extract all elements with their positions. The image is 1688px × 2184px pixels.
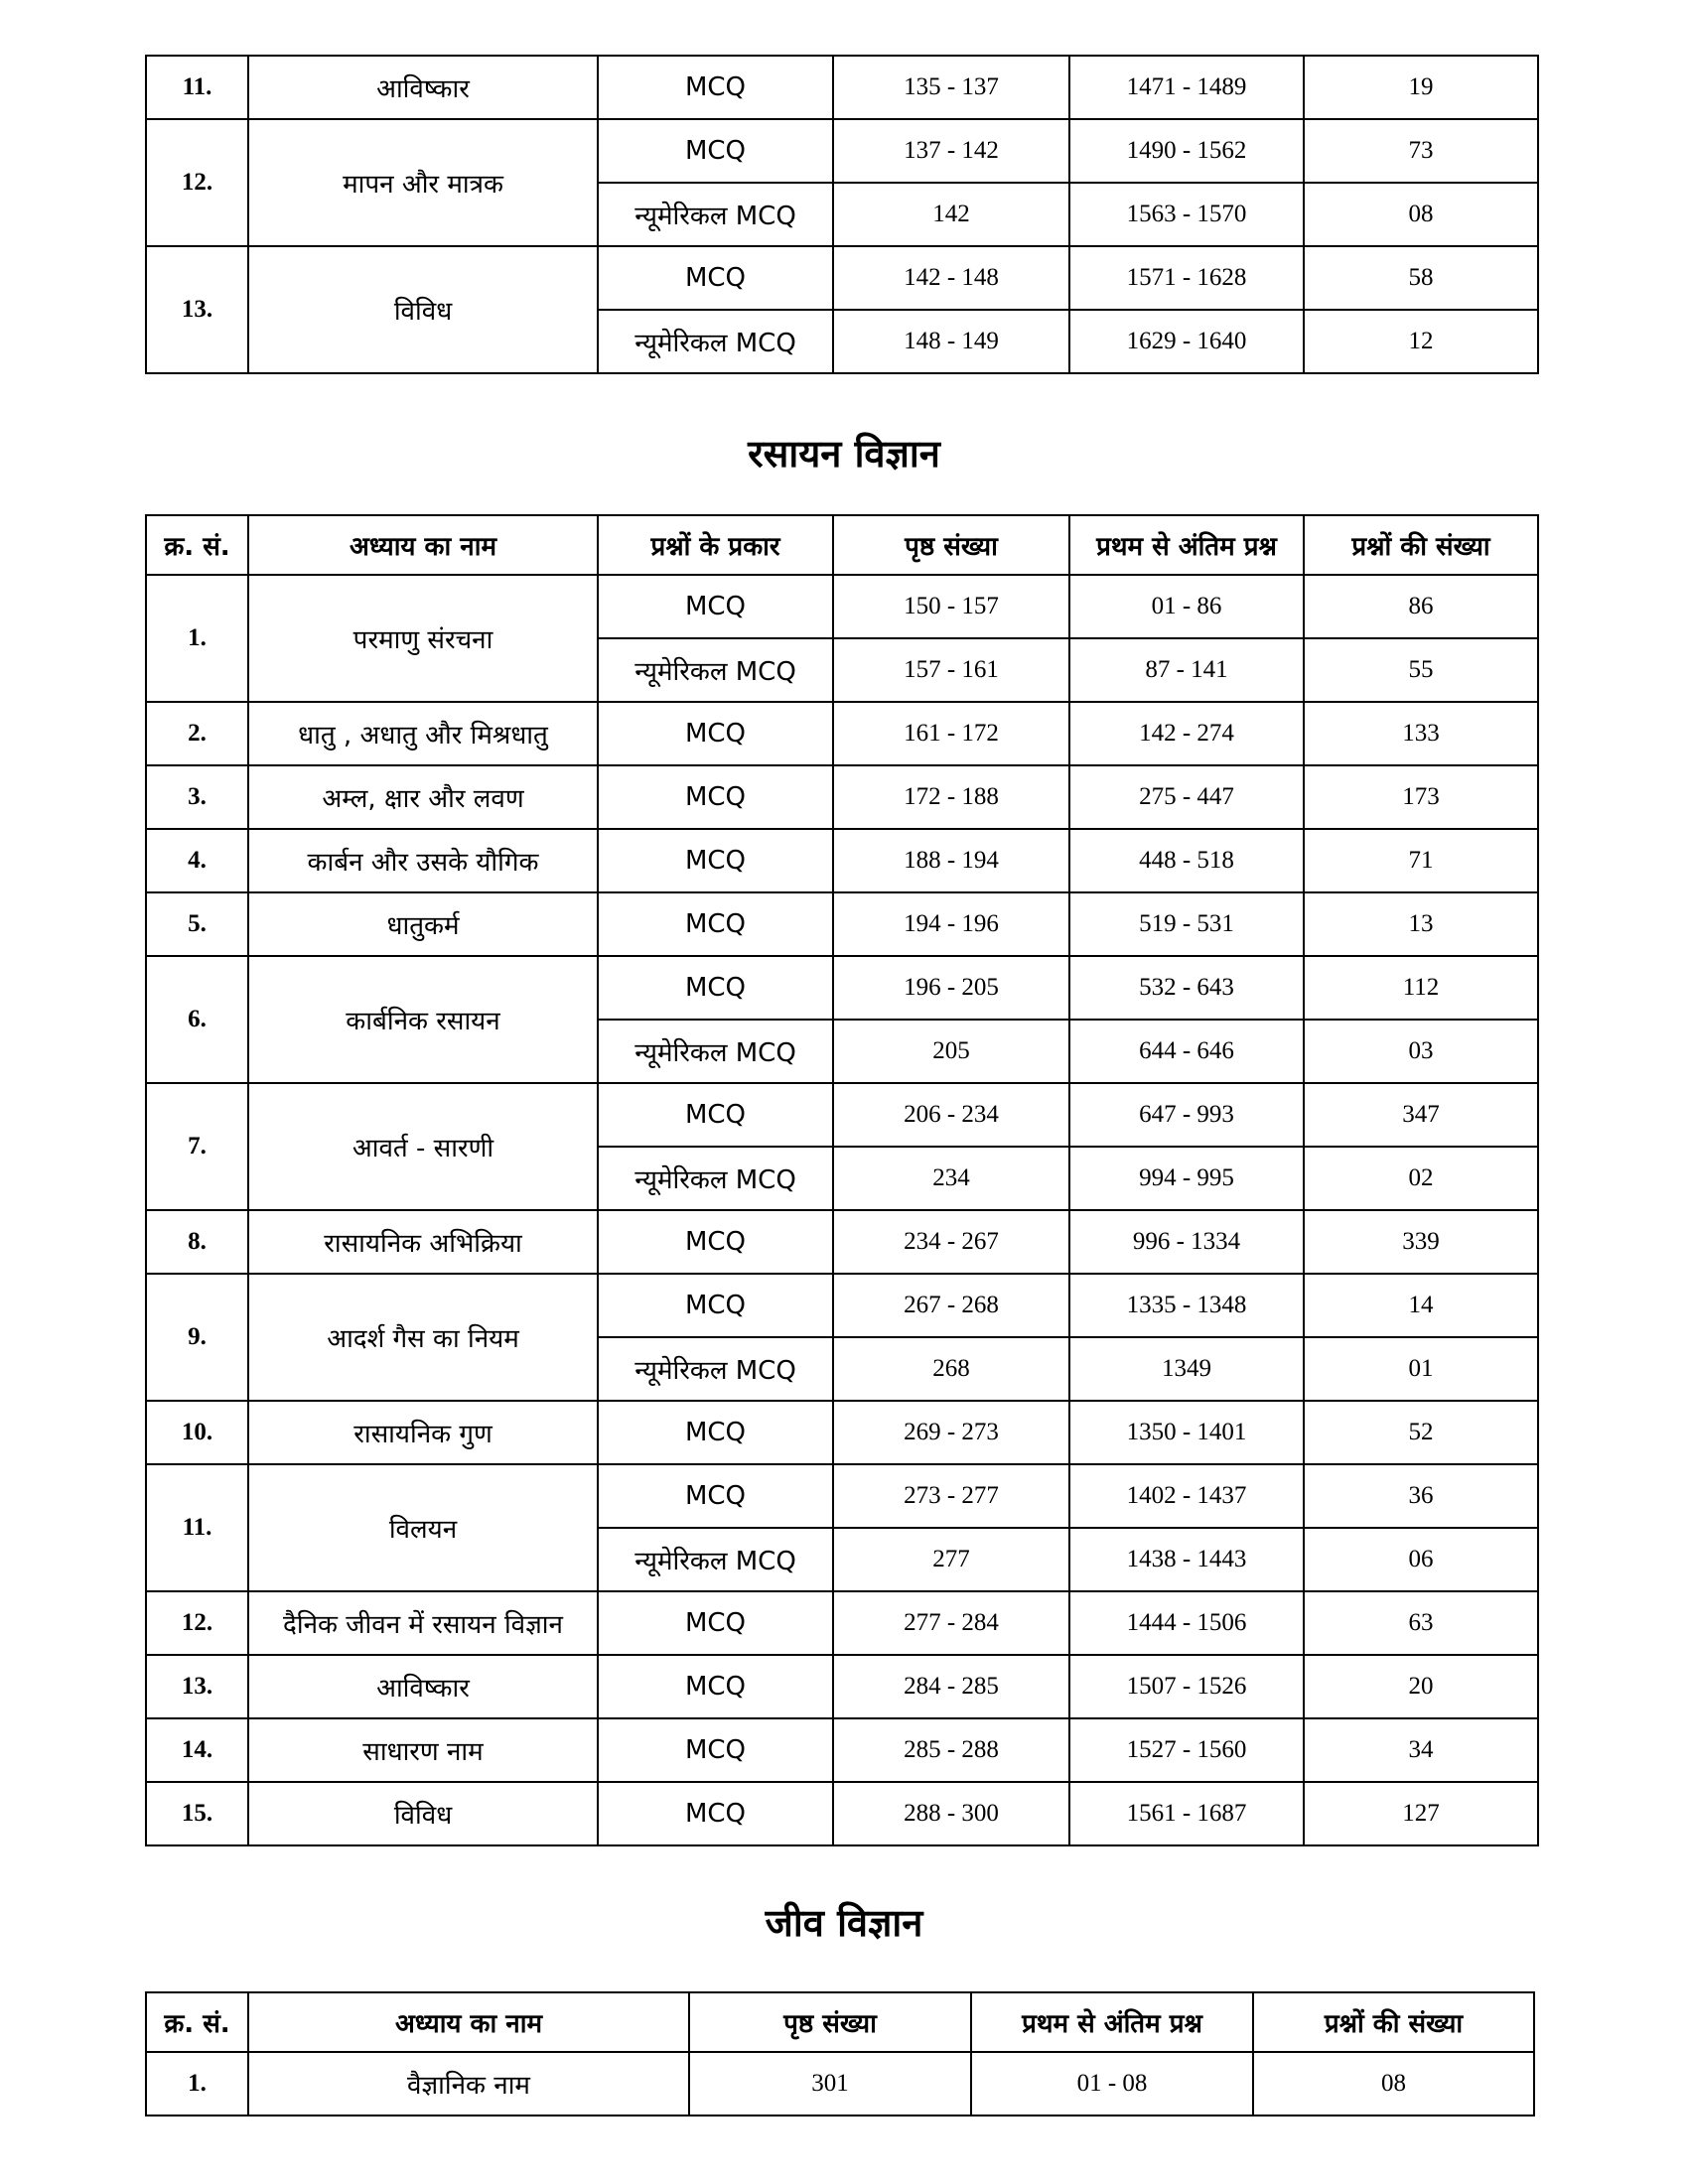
serial-number: 1. (146, 575, 248, 702)
question-range: 519 - 531 (1069, 892, 1304, 956)
question-range: 87 - 141 (1069, 638, 1304, 702)
header-pages: पृष्ठ संख्या (689, 1992, 971, 2052)
question-count: 55 (1304, 638, 1538, 702)
biology-table-body (146, 2052, 1534, 2116)
question-range: 1561 - 1687 (1069, 1782, 1304, 1845)
table-row (146, 1591, 1538, 1655)
question-range: 1571 - 1628 (1069, 246, 1304, 310)
question-type: MCQ (598, 765, 833, 829)
page-range: 137 - 142 (833, 119, 1069, 183)
question-range: 647 - 993 (1069, 1083, 1304, 1147)
serial-number: 14. (146, 1718, 248, 1782)
question-range: 275 - 447 (1069, 765, 1304, 829)
question-range: 644 - 646 (1069, 1020, 1304, 1083)
serial-number: 13. (146, 246, 248, 373)
table-row (146, 119, 1538, 183)
serial-number: 12. (146, 119, 248, 246)
header-question-count: प्रश्नों की संख्या (1304, 515, 1538, 575)
chapter-name: विलयन (248, 1464, 598, 1591)
question-type: MCQ (598, 1210, 833, 1274)
question-count: 58 (1304, 246, 1538, 310)
question-count: 13 (1304, 892, 1538, 956)
page-range: 267 - 268 (833, 1274, 1069, 1337)
question-type: न्यूमेरिकल MCQ (598, 1020, 833, 1083)
question-type: MCQ (598, 119, 833, 183)
page-range: 194 - 196 (833, 892, 1069, 956)
question-count: 112 (1304, 956, 1538, 1020)
chapter-name: आवर्त - सारणी (248, 1083, 598, 1210)
page-range: 161 - 172 (833, 702, 1069, 765)
question-range: 1335 - 1348 (1069, 1274, 1304, 1337)
question-type: MCQ (598, 1655, 833, 1718)
chemistry-table-body (146, 575, 1538, 1845)
question-count: 52 (1304, 1401, 1538, 1464)
serial-number: 13. (146, 1655, 248, 1718)
question-range: 1490 - 1562 (1069, 119, 1304, 183)
question-type: MCQ (598, 246, 833, 310)
question-type: MCQ (598, 575, 833, 638)
question-type: MCQ (598, 56, 833, 119)
table-row (146, 892, 1538, 956)
page-range: 205 (833, 1020, 1069, 1083)
question-count: 06 (1304, 1528, 1538, 1591)
header-serial: क्र. सं. (146, 1992, 248, 2052)
page-range: 157 - 161 (833, 638, 1069, 702)
question-count: 173 (1304, 765, 1538, 829)
table-row (146, 1210, 1538, 1274)
biology-table (145, 1991, 1535, 2116)
question-type: न्यूमेरिकल MCQ (598, 1528, 833, 1591)
question-range: 994 - 995 (1069, 1147, 1304, 1210)
serial-number: 1. (146, 2052, 248, 2116)
table-row (146, 56, 1538, 119)
question-range: 1402 - 1437 (1069, 1464, 1304, 1528)
chapter-name: दैनिक जीवन में रसायन विज्ञान (248, 1591, 598, 1655)
question-type: न्यूमेरिकल MCQ (598, 1147, 833, 1210)
table-row (146, 575, 1538, 638)
biology-header-row (146, 1992, 1534, 2052)
chapter-name: आदर्श गैस का नियम (248, 1274, 598, 1401)
table-row (146, 1655, 1538, 1718)
question-range: 1438 - 1443 (1069, 1528, 1304, 1591)
header-question-count: प्रश्नों की संख्या (1253, 1992, 1534, 2052)
table-row (146, 956, 1538, 1020)
question-range: 1349 (1069, 1337, 1304, 1401)
question-count: 347 (1304, 1083, 1538, 1147)
question-range: 1563 - 1570 (1069, 183, 1304, 246)
chapter-name: कार्बन और उसके यौगिक (248, 829, 598, 892)
header-question-range: प्रथम से अंतिम प्रश्न (971, 1992, 1253, 2052)
question-count: 14 (1304, 1274, 1538, 1337)
serial-number: 12. (146, 1591, 248, 1655)
question-range: 142 - 274 (1069, 702, 1304, 765)
serial-number: 2. (146, 702, 248, 765)
question-count: 36 (1304, 1464, 1538, 1528)
question-type: MCQ (598, 892, 833, 956)
question-count: 71 (1304, 829, 1538, 892)
chapter-name: परमाणु संरचना (248, 575, 598, 702)
question-range: 1471 - 1489 (1069, 56, 1304, 119)
serial-number: 7. (146, 1083, 248, 1210)
question-type: MCQ (598, 1083, 833, 1147)
page-range: 188 - 194 (833, 829, 1069, 892)
page-range: 142 (833, 183, 1069, 246)
header-chapter: अध्याय का नाम (248, 1992, 689, 2052)
table-row (146, 765, 1538, 829)
chapter-name: आविष्कार (248, 56, 598, 119)
question-type: MCQ (598, 1782, 833, 1845)
question-type: MCQ (598, 702, 833, 765)
table-row (146, 829, 1538, 892)
question-range: 1507 - 1526 (1069, 1655, 1304, 1718)
page-range: 206 - 234 (833, 1083, 1069, 1147)
serial-number: 15. (146, 1782, 248, 1845)
question-count: 12 (1304, 310, 1538, 373)
serial-number: 11. (146, 1464, 248, 1591)
table-row (146, 1401, 1538, 1464)
header-pages: पृष्ठ संख्या (833, 515, 1069, 575)
page-range: 142 - 148 (833, 246, 1069, 310)
question-type: MCQ (598, 1401, 833, 1464)
page-range: 196 - 205 (833, 956, 1069, 1020)
question-range: 01 - 08 (971, 2052, 1253, 2116)
question-range: 1350 - 1401 (1069, 1401, 1304, 1464)
table-row (146, 246, 1538, 310)
header-question-range: प्रथम से अंतिम प्रश्न (1069, 515, 1304, 575)
table-row (146, 1274, 1538, 1337)
chemistry-table (145, 514, 1539, 1846)
question-count: 08 (1304, 183, 1538, 246)
table-row (146, 2052, 1534, 2116)
chapter-name: साधारण नाम (248, 1718, 598, 1782)
serial-number: 4. (146, 829, 248, 892)
page-range: 301 (689, 2052, 971, 2116)
question-type: MCQ (598, 1718, 833, 1782)
page-range: 172 - 188 (833, 765, 1069, 829)
question-count: 03 (1304, 1020, 1538, 1083)
chapter-name: आविष्कार (248, 1655, 598, 1718)
question-type: MCQ (598, 829, 833, 892)
serial-number: 9. (146, 1274, 248, 1401)
question-count: 127 (1304, 1782, 1538, 1845)
question-count: 19 (1304, 56, 1538, 119)
question-range: 996 - 1334 (1069, 1210, 1304, 1274)
page-range: 234 - 267 (833, 1210, 1069, 1274)
table-row (146, 1464, 1538, 1528)
question-count: 86 (1304, 575, 1538, 638)
question-count: 73 (1304, 119, 1538, 183)
page-range: 277 - 284 (833, 1591, 1069, 1655)
serial-number: 5. (146, 892, 248, 956)
header-chapter: अध्याय का नाम (248, 515, 598, 575)
question-count: 34 (1304, 1718, 1538, 1782)
serial-number: 6. (146, 956, 248, 1083)
physics-table-body (146, 56, 1538, 373)
chapter-name: मापन और मात्रक (248, 119, 598, 246)
serial-number: 8. (146, 1210, 248, 1274)
header-question-type: प्रश्नों के प्रकार (598, 515, 833, 575)
question-type: न्यूमेरिकल MCQ (598, 310, 833, 373)
question-type: MCQ (598, 956, 833, 1020)
question-count: 01 (1304, 1337, 1538, 1401)
physics-continuation-table (145, 55, 1539, 374)
biology-section-title: जीव विज्ञान (765, 1901, 923, 1945)
question-count: 133 (1304, 702, 1538, 765)
page-range: 277 (833, 1528, 1069, 1591)
table-row (146, 1083, 1538, 1147)
table-row (146, 1782, 1538, 1845)
question-type: न्यूमेरिकल MCQ (598, 638, 833, 702)
page-range: 284 - 285 (833, 1655, 1069, 1718)
chapter-name: अम्ल, क्षार और लवण (248, 765, 598, 829)
chapter-name: वैज्ञानिक नाम (248, 2052, 689, 2116)
chemistry-header-row (146, 515, 1538, 575)
page-range: 150 - 157 (833, 575, 1069, 638)
page-range: 135 - 137 (833, 56, 1069, 119)
question-range: 1629 - 1640 (1069, 310, 1304, 373)
chapter-name: विविध (248, 246, 598, 373)
question-type: MCQ (598, 1591, 833, 1655)
question-count: 339 (1304, 1210, 1538, 1274)
page-range: 234 (833, 1147, 1069, 1210)
question-range: 1444 - 1506 (1069, 1591, 1304, 1655)
chapter-name: रासायनिक अभिक्रिया (248, 1210, 598, 1274)
serial-number: 11. (146, 56, 248, 119)
question-range: 01 - 86 (1069, 575, 1304, 638)
serial-number: 10. (146, 1401, 248, 1464)
chemistry-section-title: रसायन विज्ञान (748, 432, 940, 476)
serial-number: 3. (146, 765, 248, 829)
question-range: 448 - 518 (1069, 829, 1304, 892)
question-type: न्यूमेरिकल MCQ (598, 1337, 833, 1401)
question-range: 532 - 643 (1069, 956, 1304, 1020)
question-count: 20 (1304, 1655, 1538, 1718)
chapter-name: धातु , अधातु और मिश्रधातु (248, 702, 598, 765)
question-range: 1527 - 1560 (1069, 1718, 1304, 1782)
chapter-name: धातुकर्म (248, 892, 598, 956)
page-range: 269 - 273 (833, 1401, 1069, 1464)
page-range: 273 - 277 (833, 1464, 1069, 1528)
question-type: MCQ (598, 1274, 833, 1337)
chapter-name: विविध (248, 1782, 598, 1845)
question-type: MCQ (598, 1464, 833, 1528)
page-range: 285 - 288 (833, 1718, 1069, 1782)
table-row (146, 702, 1538, 765)
page-range: 288 - 300 (833, 1782, 1069, 1845)
question-count: 63 (1304, 1591, 1538, 1655)
page-range: 268 (833, 1337, 1069, 1401)
page-range: 148 - 149 (833, 310, 1069, 373)
table-row (146, 1718, 1538, 1782)
header-serial: क्र. सं. (146, 515, 248, 575)
question-count: 08 (1253, 2052, 1534, 2116)
chapter-name: कार्बनिक रसायन (248, 956, 598, 1083)
question-type: न्यूमेरिकल MCQ (598, 183, 833, 246)
chapter-name: रासायनिक गुण (248, 1401, 598, 1464)
question-count: 02 (1304, 1147, 1538, 1210)
